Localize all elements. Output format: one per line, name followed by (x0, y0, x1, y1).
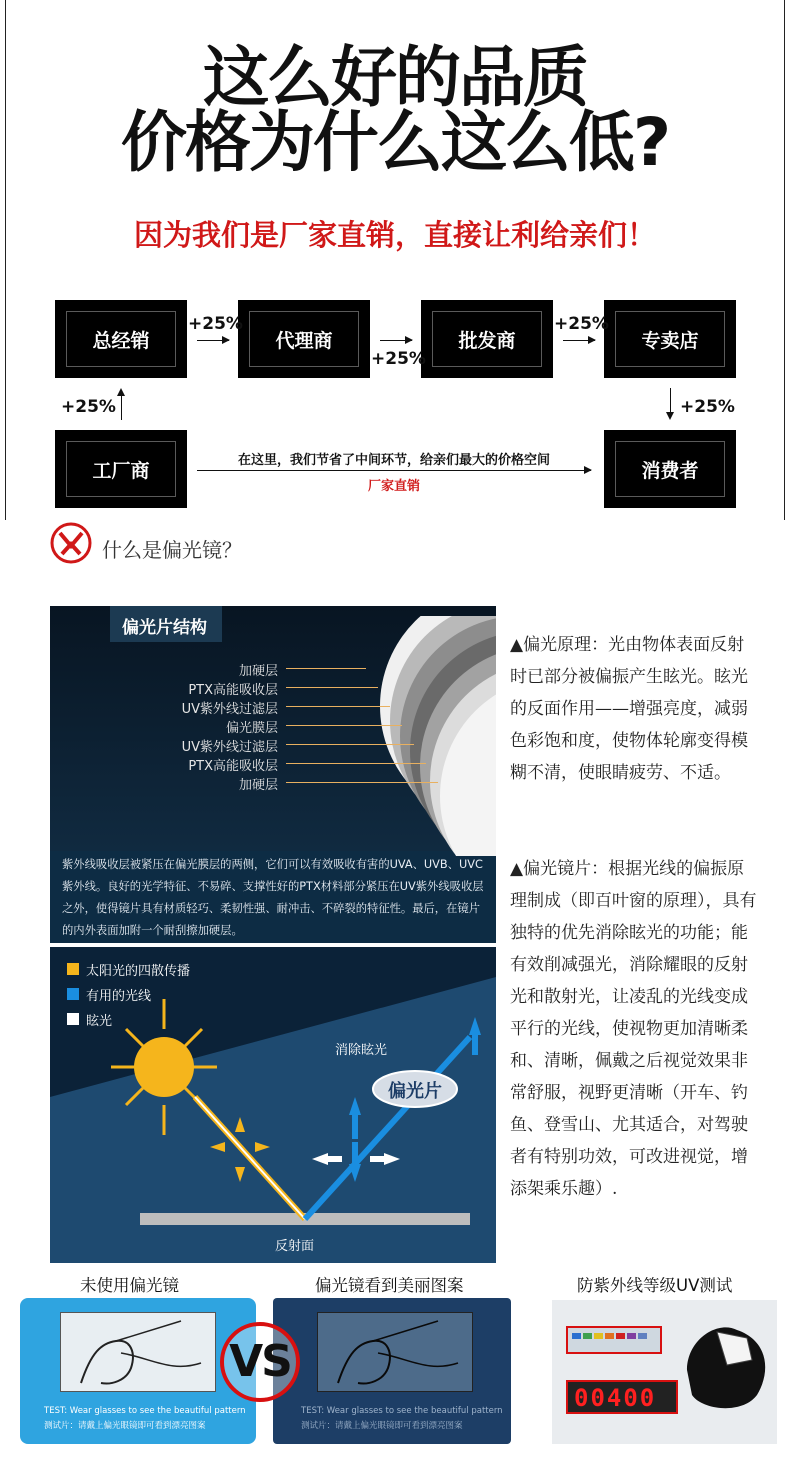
with-polarized-caption: 偏光镜看到美丽图案 (315, 1276, 464, 1295)
layer-leader-line (286, 782, 438, 783)
uv-tester (552, 1300, 777, 1444)
test-card-chinese: 测试片：请戴上偏光眼镜即可看到漂亮图案 (301, 1421, 463, 1431)
uv-indicator-strip (566, 1326, 662, 1354)
layer-leader-line (286, 725, 402, 726)
arrow-up-icon (121, 390, 122, 420)
layer-leader-line (286, 668, 366, 669)
without-polarized-caption: 未使用偏光镜 (80, 1276, 179, 1295)
uv-readout: 00400 (574, 1384, 657, 1412)
layer-label: PTX高能吸收层 (188, 759, 278, 774)
box-label: 工厂商 (66, 441, 176, 497)
legend-swatch-useful-light (67, 988, 79, 1000)
layer-leader-line (286, 744, 414, 745)
test-card-pattern-window (317, 1312, 473, 1392)
fisherman-pattern-icon (61, 1313, 217, 1393)
lens-layers-graphic (300, 616, 496, 856)
layer-leader-line (286, 706, 390, 707)
direct-sale-label: 厂家直销 (367, 479, 420, 494)
uv-color-scale-icon (568, 1328, 660, 1352)
box-factory (55, 430, 187, 508)
test-card-chinese: 测试片：请戴上偏光眼镜即可看到漂亮图案 (44, 1421, 206, 1431)
reflective-surface-label: 反射面 (275, 1239, 315, 1254)
lens-text: ▲偏光镜片：根据光线的偏振原理制成（即百叶窗的原理），具有独特的优先消除眩光的功能；能有效削减强光，消除耀眼的反射光和散射光，让凌乱的光线变成平行的光线，使视物更加清晰柔和、清晰，佩戴之后视觉效果非常舒服，视野更清晰（开车、钓鱼、登雪山、尤其适合，对驾驶者有特别功效，可改进视觉，增添架乘乐趣）. (510, 859, 757, 1199)
markup-label: +25% (61, 397, 116, 417)
layer-leader-line (286, 687, 378, 688)
box-label: 代理商 (249, 311, 359, 367)
polarized-lens-label: 偏光片 (388, 1081, 442, 1102)
layer-label: PTX高能吸收层 (188, 683, 278, 698)
structure-heading: 偏光片结构 (122, 618, 207, 638)
box-agent (238, 300, 370, 378)
test-card-pattern-window (60, 1312, 216, 1392)
savings-text: 在这里，我们节省了中间环节，给亲们最大的价格空间 (237, 453, 550, 468)
eliminate-glare-label: 消除眩光 (335, 1043, 388, 1058)
arrow-down-icon (670, 388, 671, 418)
box-wholesaler (421, 300, 553, 378)
box-label: 批发商 (432, 311, 542, 367)
brand-logo-icon (50, 522, 92, 564)
box-label: 消费者 (615, 441, 725, 497)
layer-leader-line (286, 763, 426, 764)
test-card-english: TEST: Wear glasses to see the beautiful pattern (301, 1406, 503, 1416)
legend-label: 眩光 (86, 1014, 113, 1029)
markup-label: +25% (680, 397, 735, 417)
layer-label: 偏光膜层 (225, 721, 278, 736)
box-consumer (604, 430, 736, 508)
test-card-polarized (273, 1298, 511, 1444)
section-title: 什么是偏光镜？ (102, 538, 242, 562)
principle-text: ▲偏光原理：光由物体表面反射时已部分被偏振产生眩光。眩光的反面作用——增强亮度，减弱色彩饱和度，使物体轮廓变得模糊不清，使眼睛疲劳、不适。 (510, 635, 748, 783)
test-card-english: TEST: Wear glasses to see the beautiful pattern (44, 1406, 246, 1416)
box-label: 总经销 (66, 311, 176, 367)
legend-label: 有用的光线 (86, 989, 152, 1004)
arrow-right-icon (380, 340, 412, 341)
arrow-right-icon (563, 340, 595, 341)
box-store (604, 300, 736, 378)
vs-label: VS (229, 1336, 291, 1387)
markup-label: +25% (188, 314, 243, 334)
markup-label: +25% (371, 349, 426, 369)
box-label: 专卖店 (615, 311, 725, 367)
legend-label: 太阳光的四散传播 (86, 964, 191, 979)
layer-label: 加硬层 (238, 778, 278, 793)
layer-label: UV紫外线过滤层 (181, 740, 278, 755)
legend-swatch-sunlight (67, 963, 79, 975)
markup-label: +25% (554, 314, 609, 334)
layer-label: UV紫外线过滤层 (181, 702, 278, 717)
structure-description: 紫外线吸收层被紧压在偏光膜层的两侧，它们可以有效吸收有害的UVA、UVB、UVC紫外线。良好的光学特征、不易碎、支撑性好的PTX材料部分紧压在UV紫外线吸收层之外，使得镜片具有材质轻巧、柔韧性强、耐冲击、不碎裂的特征性。最后，在镜片的内外表面加附一个耐刮擦加硬层。 (62, 858, 484, 937)
sunglasses-lens-icon (677, 1310, 777, 1420)
legend-swatch-glare (67, 1013, 79, 1025)
headline-line-1: 这么好的品质 (203, 39, 587, 116)
box-general-distributor (55, 300, 187, 378)
light-diagram-panel (50, 947, 496, 1263)
lens-structure-panel (50, 606, 496, 943)
fisherman-pattern-icon (318, 1313, 474, 1393)
tagline: 因为我们是厂家直销，直接让利给亲们！ (133, 218, 656, 252)
layer-label: 加硬层 (238, 664, 278, 679)
headline-line-2: 价格为什么这么低? (120, 104, 670, 181)
uv-test-caption: 防紫外线等级UV测试 (577, 1276, 733, 1295)
arrow-right-icon (197, 470, 591, 471)
arrow-right-icon (197, 340, 229, 341)
